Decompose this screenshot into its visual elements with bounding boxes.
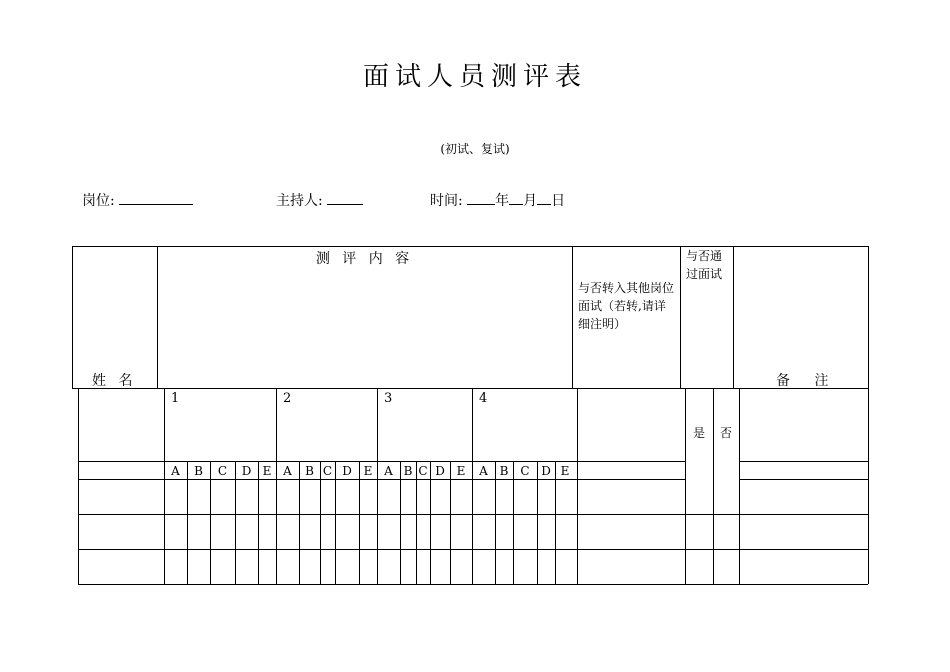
rule (472, 388, 473, 584)
rule (164, 388, 165, 584)
group-number-2: 2 (283, 391, 292, 406)
rule (555, 461, 556, 584)
rule (416, 461, 417, 584)
rule (359, 461, 360, 584)
host-field (276, 190, 363, 210)
grade-label: B (499, 464, 509, 478)
rule (577, 388, 578, 584)
grade-label: B (194, 464, 203, 478)
day-blank[interactable] (537, 192, 551, 205)
rule (450, 461, 451, 584)
host-blank[interactable] (327, 192, 363, 205)
position-label: 岗位: (82, 193, 115, 209)
rule (258, 461, 259, 584)
month-label: 月 (523, 193, 538, 209)
rule (733, 246, 734, 388)
rule (78, 584, 868, 585)
rule (377, 388, 378, 584)
host-label: 主持人: (276, 193, 323, 209)
rule (78, 514, 868, 515)
grade-label: E (363, 464, 373, 478)
position-field (82, 190, 193, 210)
rule (739, 479, 868, 480)
grade-label: D (435, 464, 445, 478)
grade-label: E (560, 464, 570, 478)
rule (78, 549, 868, 550)
grade-label: A (171, 464, 180, 478)
month-blank[interactable] (509, 192, 523, 205)
rule (78, 461, 685, 462)
page-title: 面试人员测评表 (362, 62, 587, 92)
remark-header: 备 注 (776, 373, 839, 389)
grade-label: A (384, 464, 393, 478)
rule (320, 461, 321, 584)
rule (235, 461, 236, 584)
rule (210, 461, 211, 584)
year-label: 年 (495, 193, 510, 209)
grade-label: A (479, 464, 488, 478)
name-header: 姓 名 (92, 373, 137, 389)
pass-yes-label: 是 (692, 426, 705, 440)
rule (78, 479, 685, 480)
pass-no-label: 否 (719, 426, 732, 440)
grade-label: C (418, 464, 428, 478)
rule (868, 246, 869, 388)
grade-label: E (262, 464, 272, 478)
rule (513, 461, 514, 584)
rule (72, 388, 868, 389)
grade-label: C (322, 464, 333, 478)
rule (72, 246, 73, 388)
rule (430, 461, 431, 584)
rule (680, 246, 681, 388)
position-blank[interactable] (119, 192, 193, 205)
grade-label: D (541, 464, 551, 478)
rule (739, 461, 868, 462)
rule (400, 461, 401, 584)
grade-label: D (241, 464, 252, 478)
rule (276, 388, 277, 584)
rule (78, 388, 79, 584)
rule (537, 461, 538, 584)
rule (299, 461, 300, 584)
page-subtitle: (初试、复试) (440, 142, 510, 156)
rule (335, 461, 336, 584)
transfer-header: 与否转入其他岗位面试（若转,请详细注明） (578, 281, 675, 331)
group-number-3: 3 (384, 391, 393, 406)
day-label: 日 (551, 193, 566, 209)
group-number-1: 1 (171, 391, 180, 406)
pass-header: 与否通过面试 (686, 249, 723, 281)
grade-label: A (283, 464, 292, 478)
rule (868, 388, 869, 584)
time-label: 时间: (430, 193, 463, 209)
rule (685, 388, 686, 584)
rule (572, 246, 573, 388)
content-header: 测 评 内 容 (315, 251, 414, 267)
rule (495, 461, 496, 584)
grade-label: B (403, 464, 413, 478)
rule (72, 246, 868, 247)
grade-label: B (305, 464, 314, 478)
rule (187, 461, 188, 584)
rule (713, 388, 714, 584)
year-blank[interactable] (467, 192, 495, 205)
group-number-4: 4 (479, 391, 488, 406)
grade-label: E (456, 464, 466, 478)
grade-label: C (217, 464, 228, 478)
rule (739, 388, 740, 584)
time-field (430, 190, 565, 210)
grade-label: C (520, 464, 530, 478)
grade-label: D (342, 464, 352, 478)
